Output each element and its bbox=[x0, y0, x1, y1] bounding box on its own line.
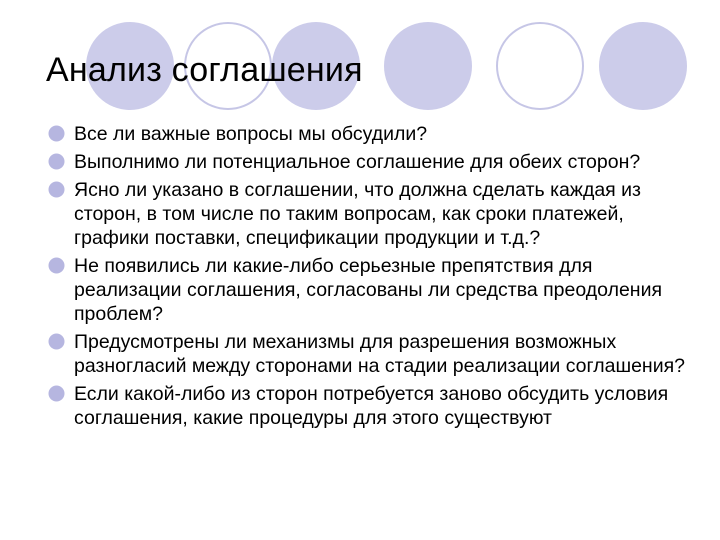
bullet-text: Не появились ли какие-либо серьезные препятствия для реализации соглашения, согласованы ли средства преодоления проблем? bbox=[74, 255, 663, 325]
deco-circle-outline bbox=[497, 23, 583, 109]
bullet-item bbox=[48, 254, 688, 326]
bullet-item bbox=[48, 150, 688, 174]
deco-circle-filled bbox=[384, 22, 472, 110]
bullet-text: Предусмотрены ли механизмы для разрешения возможных разногласий между сторонами на стадии реализации соглашения? bbox=[74, 331, 685, 377]
bullet-item bbox=[48, 330, 688, 378]
bullet-circle-icon bbox=[48, 153, 65, 170]
bullet-circle-icon bbox=[48, 257, 65, 274]
bullet-text: Выполнимо ли потенциальное соглашение для обеих сторон? bbox=[74, 151, 641, 173]
bullet-circle-icon bbox=[48, 181, 65, 198]
bullet-text: Если какой-либо из сторон потребуется заново обсудить условия соглашения, какие процедуры для этого существуют bbox=[74, 383, 669, 429]
bullet-text: Все ли важные вопросы мы обсудили? bbox=[74, 123, 428, 145]
bullet-item bbox=[48, 178, 688, 250]
bullet-circle-icon bbox=[48, 125, 65, 142]
bullet-circle-icon bbox=[48, 385, 65, 402]
deco-circle-filled bbox=[599, 22, 687, 110]
bullet-item bbox=[48, 122, 688, 146]
bullet-circle-icon bbox=[48, 333, 65, 350]
bullet-list bbox=[48, 122, 688, 434]
bullet-text: Ясно ли указано в соглашении, что должна сделать каждая из сторон, в том числе по таким вопросам, как сроки платежей, графики поставки, спецификации продукции и т.д.? bbox=[74, 179, 641, 249]
slide-title: Анализ соглашения bbox=[46, 51, 363, 89]
bullet-item bbox=[48, 382, 688, 430]
